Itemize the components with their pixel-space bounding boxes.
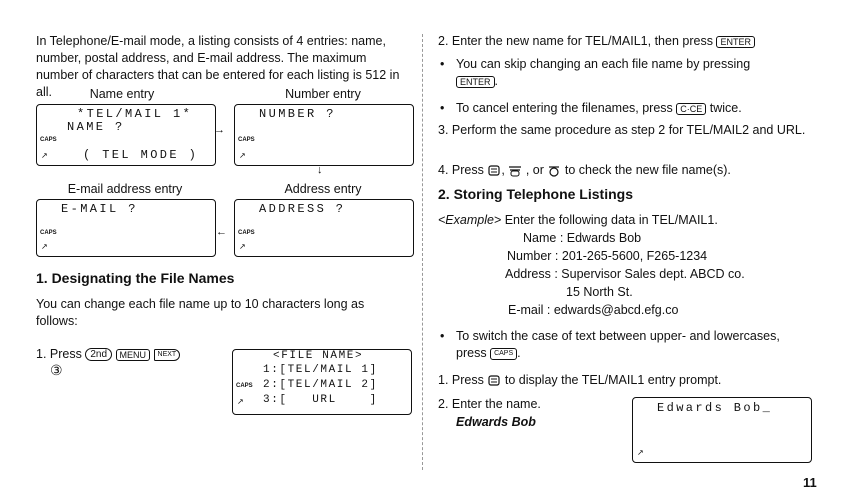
example-address-line2: 15 North St.: [566, 285, 633, 299]
step-s2-value: Edwards Bob: [456, 415, 536, 429]
cursor-arrow-icon: ↗: [239, 242, 246, 251]
file-names-paragraph: You can change each file name up to 10 characters long as follows:: [36, 297, 365, 328]
bullet-dot: •: [440, 329, 445, 343]
enter-key: ENTER: [716, 36, 755, 48]
step-number: 2.: [438, 34, 449, 48]
step-text: , or: [525, 163, 544, 177]
enter-key: ENTER: [456, 76, 495, 88]
telephone-key-icon: [487, 374, 501, 387]
name-input-lcd: [632, 397, 812, 463]
bullet-dot: •: [440, 101, 445, 115]
step-text: Enter the new name for TEL/MAIL1, then press: [451, 34, 713, 48]
step-number: 4.: [438, 163, 449, 177]
example-number: Number : 201-265-5600, F265-1234: [507, 249, 708, 263]
caps-indicator: CAPS: [238, 230, 255, 236]
right-arrow-icon: →: [214, 124, 225, 136]
lcd-line: 2:[TEL/MAIL 2]: [263, 379, 378, 391]
bullet-cancel: [456, 100, 742, 117]
telephone-key-icon: [487, 164, 501, 177]
lcd-line: ADDRESS ?: [259, 202, 346, 216]
cce-key: C·CE: [676, 103, 706, 115]
lcd-line: Edwards Bob_: [657, 401, 773, 415]
step-2: [438, 33, 755, 50]
number-entry-lcd: [234, 104, 414, 166]
lcd-line: <FILE NAME>: [273, 350, 364, 362]
cursor-arrow-icon: ↗: [237, 397, 244, 406]
email-entry-caption: E-mail address entry: [67, 182, 183, 196]
step-text: Press: [49, 347, 82, 361]
bullet-skip: You can skip changing an each file name by pressing ENTER .: [456, 57, 751, 88]
cursor-arrow-icon: ↗: [239, 151, 246, 160]
cursor-arrow-icon: ↗: [41, 151, 48, 160]
caps-indicator: CAPS: [40, 230, 57, 236]
file-name-lcd: [232, 349, 412, 415]
section-heading: 1. Designating the File Names: [36, 270, 235, 286]
caps-indicator: CAPS: [236, 383, 253, 389]
step-s1: [438, 372, 721, 389]
example-address: Address : Supervisor Sales dept. ABCD co.: [505, 267, 745, 281]
lcd-line: 3:[ URL ]: [263, 394, 378, 406]
bullet-text: To switch the case of text between upper- and lowercases, press: [456, 329, 780, 360]
example-text: Enter the following data in TEL/MAIL1.: [504, 213, 718, 227]
caps-key: CAPS: [490, 348, 517, 360]
step-4: 4. Press , , or to check the new file name(s).: [438, 163, 731, 177]
left-arrow-icon: ←: [216, 226, 227, 238]
url-key-icon: [547, 164, 561, 177]
address-entry-caption: Address entry: [284, 182, 362, 196]
example-intro: [438, 212, 718, 229]
step-number: 1.: [36, 347, 47, 361]
telmail-key-icon: [508, 164, 522, 177]
step-s2: [438, 396, 541, 413]
intro-paragraph: In Telephone/E-mail mode, a listing consists of 4 entries: name, number, postal address, and E-mail address. The maximum number of characters that can be entered for each listing is 512 in all.: [36, 34, 400, 99]
lcd-line: E-MAIL ?: [61, 202, 138, 216]
step-3: [438, 122, 810, 139]
number-entry-caption: Number entry: [285, 87, 361, 101]
step-text: to display the TEL/MAIL1 entry prompt.: [504, 373, 722, 387]
name-entry-caption: Name entry: [89, 87, 155, 101]
page-number: 11: [803, 475, 817, 490]
bullet-text: twice.: [709, 101, 742, 115]
step-number: 1.: [438, 373, 449, 387]
2nd-key: 2nd: [85, 348, 112, 361]
cursor-arrow-icon: ↗: [637, 448, 644, 457]
example-email: E-mail : edwards@abcd.efg.co: [508, 303, 679, 317]
lcd-line: NAME ?: [67, 120, 125, 134]
caps-indicator: CAPS: [40, 137, 57, 143]
address-entry-lcd: [234, 199, 414, 257]
section-heading: 2. Storing Telephone Listings: [438, 186, 633, 202]
bullet-dot: •: [440, 57, 445, 71]
bullet-caps: To switch the case of text between upper- and lowercases, press CAPS .: [456, 329, 780, 360]
step-1: [36, 346, 180, 363]
circled-3-key: ③: [50, 362, 63, 378]
lcd-line: ( TEL MODE ): [83, 148, 199, 162]
step-text: Perform the same procedure as step 2 for TEL/MAIL2 and URL.: [451, 123, 806, 137]
step-text: Press: [451, 373, 484, 387]
step-text: Press: [451, 163, 484, 177]
down-arrow-icon: ↓: [317, 164, 323, 176]
step-text: to check the new file name(s).: [564, 163, 731, 177]
bullet-text: You can skip changing an each file name by pressing: [456, 57, 751, 71]
name-entry-lcd: [36, 104, 216, 166]
example-name: Name : Edwards Bob: [523, 231, 642, 245]
cursor-arrow-icon: ↗: [41, 242, 48, 251]
step-number: 3.: [438, 123, 449, 137]
step-text: Enter the name.: [451, 397, 541, 411]
column-divider: [422, 34, 423, 470]
caps-indicator: CAPS: [238, 137, 255, 143]
step-number: 2.: [438, 397, 449, 411]
lcd-line: NUMBER ?: [259, 107, 336, 121]
lcd-line: *TEL/MAIL 1*: [77, 107, 193, 121]
menu-key: MENU: [116, 349, 151, 361]
next-key: NEXT: [154, 349, 181, 361]
lcd-line: 1:[TEL/MAIL 1]: [263, 364, 378, 376]
example-label: <Example>: [438, 213, 502, 227]
bullet-text: To cancel entering the filenames, press: [456, 101, 673, 115]
email-entry-lcd: [36, 199, 216, 257]
